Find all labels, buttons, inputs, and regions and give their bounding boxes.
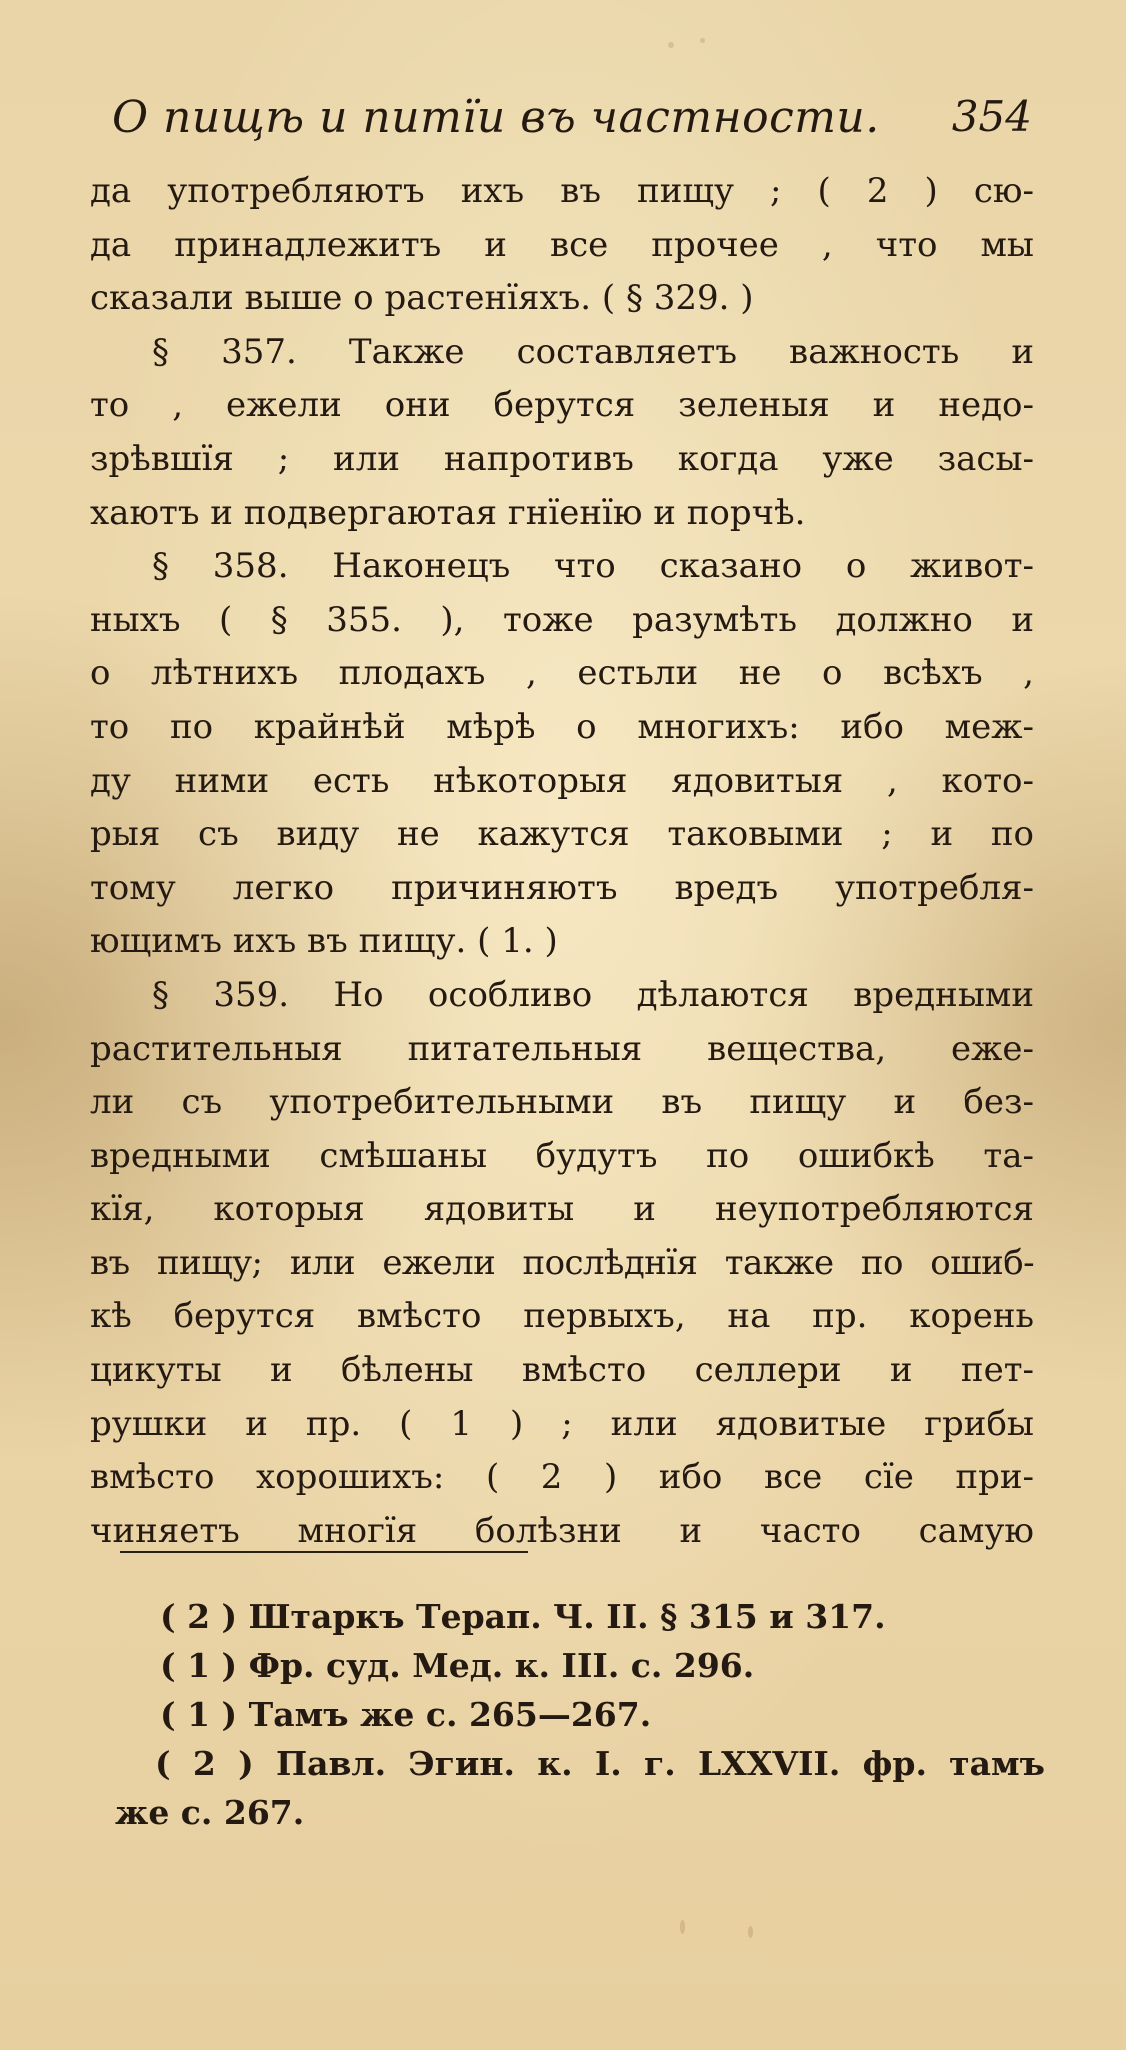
text-line: вредными смѣшаны будутъ по ошибкѣ та-	[90, 1135, 1034, 1176]
paper-stain	[748, 1926, 753, 1938]
text-line: въ пищу; или ежели послѣднїя также по ошиб-	[90, 1242, 1034, 1283]
running-title: О пищѣ и питїи въ частности.	[112, 92, 880, 143]
text-line: сказали выше о растенїяхъ. ( § 329. )	[90, 278, 754, 319]
text-line: рыя съ виду не кажутся таковыми ; и по	[90, 814, 1034, 855]
main-text	[90, 165, 1034, 1558]
text-line: ли съ употребительными въ пищу и без-	[90, 1082, 1034, 1123]
text-line: цикуты и бѣлены вмѣсто селлери и пет-	[90, 1350, 1034, 1391]
text-line: чиняетъ многїя болѣзни и часто самую	[90, 1510, 1034, 1551]
page-number: 354	[951, 92, 1032, 141]
text-line: растительныя питательныя вещества, еже-	[90, 1028, 1034, 1069]
text-line: ду ними есть нѣкоторыя ядовитыя , кото-	[90, 760, 1034, 801]
text-line: хаютъ и подвергаютая гнїенїю и порчѣ.	[90, 492, 806, 533]
text-line: кїя, которыя ядовиты и неупотребляются	[90, 1189, 1034, 1230]
footnotes	[115, 1592, 1045, 1837]
text-line: § 358. Наконецъ что сказано о живот-	[152, 546, 1034, 587]
text-line: ющимъ ихъ въ пищу. ( 1. )	[90, 921, 558, 962]
running-header	[112, 92, 1032, 162]
footnote-separator	[120, 1551, 528, 1553]
text-line: рушки и пр. ( 1 ) ; или ядовитые грибы	[90, 1403, 1034, 1444]
footnote-line: ( 1 ) Тамъ же с. 265—267.	[160, 1695, 652, 1734]
text-line: зрѣвшїя ; или напротивъ когда уже засы-	[90, 438, 1034, 479]
text-line: то по крайнѣй мѣрѣ о многихъ: ибо меж-	[90, 706, 1034, 747]
paper-stain	[680, 1920, 685, 1934]
paper-stain	[700, 38, 705, 43]
paper-stain	[668, 42, 674, 48]
text-line: кѣ берутся вмѣсто первыхъ, на пр. корень	[90, 1296, 1034, 1337]
text-line: § 359. Но особливо дѣлаются вредными	[152, 974, 1034, 1015]
footnote-line: ( 2 ) Павл. Эгин. к. I. г. LXXVII. фр. тамъ	[155, 1744, 1045, 1783]
text-line: § 357. Также составляетъ важность и	[152, 331, 1034, 372]
text-line: о лѣтнихъ плодахъ , естьли не о всѣхъ ,	[90, 653, 1034, 694]
footnote-line: ( 2 ) Штаркъ Терап. Ч. II. § 315 и 317.	[160, 1597, 886, 1636]
footnote-line: ( 1 ) Фр. суд. Мед. к. III. с. 296.	[160, 1646, 755, 1685]
footnote-line: же с. 267.	[115, 1793, 305, 1832]
text-line: вмѣсто хорошихъ: ( 2 ) ибо все сїе при-	[90, 1457, 1034, 1498]
text-line: да принадлежитъ и все прочее , что мы	[90, 224, 1034, 265]
text-line: да употребляютъ ихъ въ пищу ; ( 2 ) сю-	[90, 171, 1034, 211]
text-line: тому легко причиняютъ вредъ употребля-	[90, 867, 1034, 908]
text-line: ныхъ ( § 355. ), тоже разумѣть должно и	[90, 599, 1034, 640]
text-line: то , ежели они берутся зеленыя и недо-	[90, 385, 1034, 426]
